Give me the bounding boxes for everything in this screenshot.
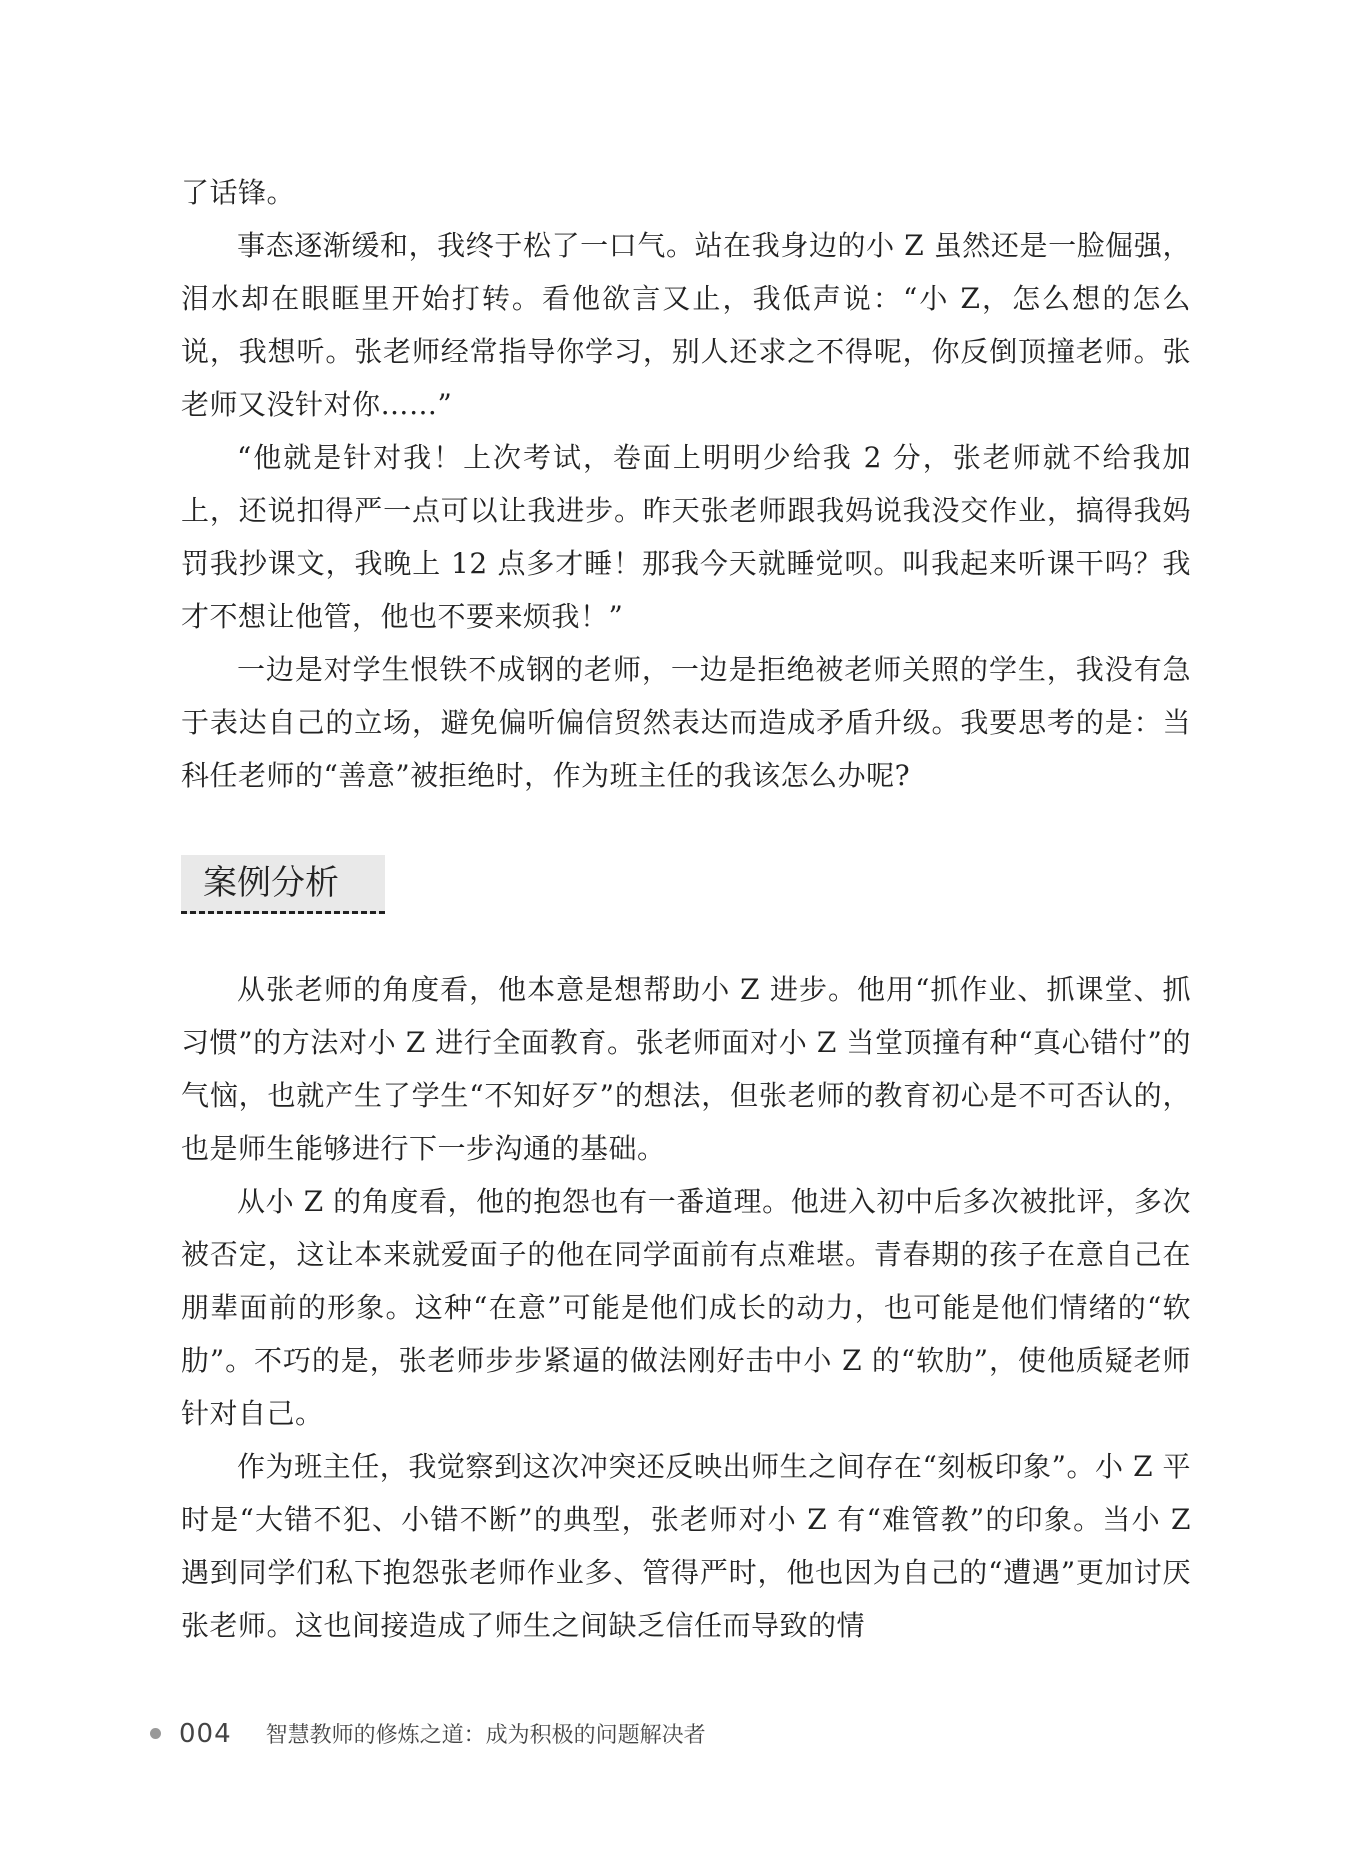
- section-heading: 案例分析: [181, 855, 385, 914]
- paragraph: “他就是针对我！上次考试，卷面上明明少给我 2 分，张老师就不给我加上，还说扣得严一点可以让我进步。昨天张老师跟我妈说我没交作业，搞得我妈罚我抄课文，我晚上 12 点多才睡！那我今天就睡觉呗。叫我起来听课干吗？我才不想让他管，他也不要来烦我！”: [181, 441, 1191, 633]
- paragraph: 从小 Z 的角度看，他的抱怨也有一番道理。他进入初中后多次被批评，多次被否定，这让本来就爱面子的他在同学面前有点难堪。青春期的孩子在意自己在朋辈面前的形象。这种“在意”可能是他们成长的动力，也可能是他们情绪的“软肋”。不巧的是，张老师步步紧逼的做法刚好击中小 Z 的“软肋”，使他质疑老师针对自己。: [181, 1185, 1191, 1430]
- paragraph-continuation: 了话锋。: [181, 176, 296, 209]
- section-text-block: [181, 963, 1191, 1652]
- paragraph: 从张老师的角度看，他本意是想帮助小 Z 进步。他用“抓作业、抓课堂、抓习惯”的方法对小 Z 进行全面教育。张老师面对小 Z 当堂顶撞有种“真心错付”的气恼，也就产生了学生“不知好歹”的想法，但张老师的教育初心是不可否认的，也是师生能够进行下一步沟通的基础。: [181, 973, 1191, 1165]
- top-text-block: [181, 166, 1191, 802]
- page-number: 004: [179, 1718, 232, 1749]
- paragraph: 一边是对学生恨铁不成钢的老师，一边是拒绝被老师关照的学生，我没有急于表达自己的立场，避免偏听偏信贸然表达而造成矛盾升级。我要思考的是：当科任老师的“善意”被拒绝时，作为班主任的我该怎么办呢?: [181, 653, 1191, 792]
- bullet-dot-icon: [150, 1728, 161, 1739]
- paragraph: 事态逐渐缓和，我终于松了一口气。站在我身边的小 Z 虽然还是一脸倔强，泪水却在眼眶里开始打转。看他欲言又止，我低声说：“小 Z，怎么想的怎么说，我想听。张老师经常指导你学习，别人还求之不得呢，你反倒顶撞老师。张老师又没针对你……”: [181, 229, 1191, 421]
- running-title: 智慧教师的修炼之道：成为积极的问题解决者: [265, 1723, 706, 1748]
- page-footer: [150, 1718, 706, 1749]
- paragraph: 作为班主任，我觉察到这次冲突还反映出师生之间存在“刻板印象”。小 Z 平时是“大错不犯、小错不断”的典型，张老师对小 Z 有“难管教”的印象。当小 Z 遇到同学们私下抱怨张老师作业多、管得严时，他也因为自己的“遭遇”更加讨厌张老师。这也间接造成了师生之间缺乏信任而导致的情: [181, 1450, 1191, 1642]
